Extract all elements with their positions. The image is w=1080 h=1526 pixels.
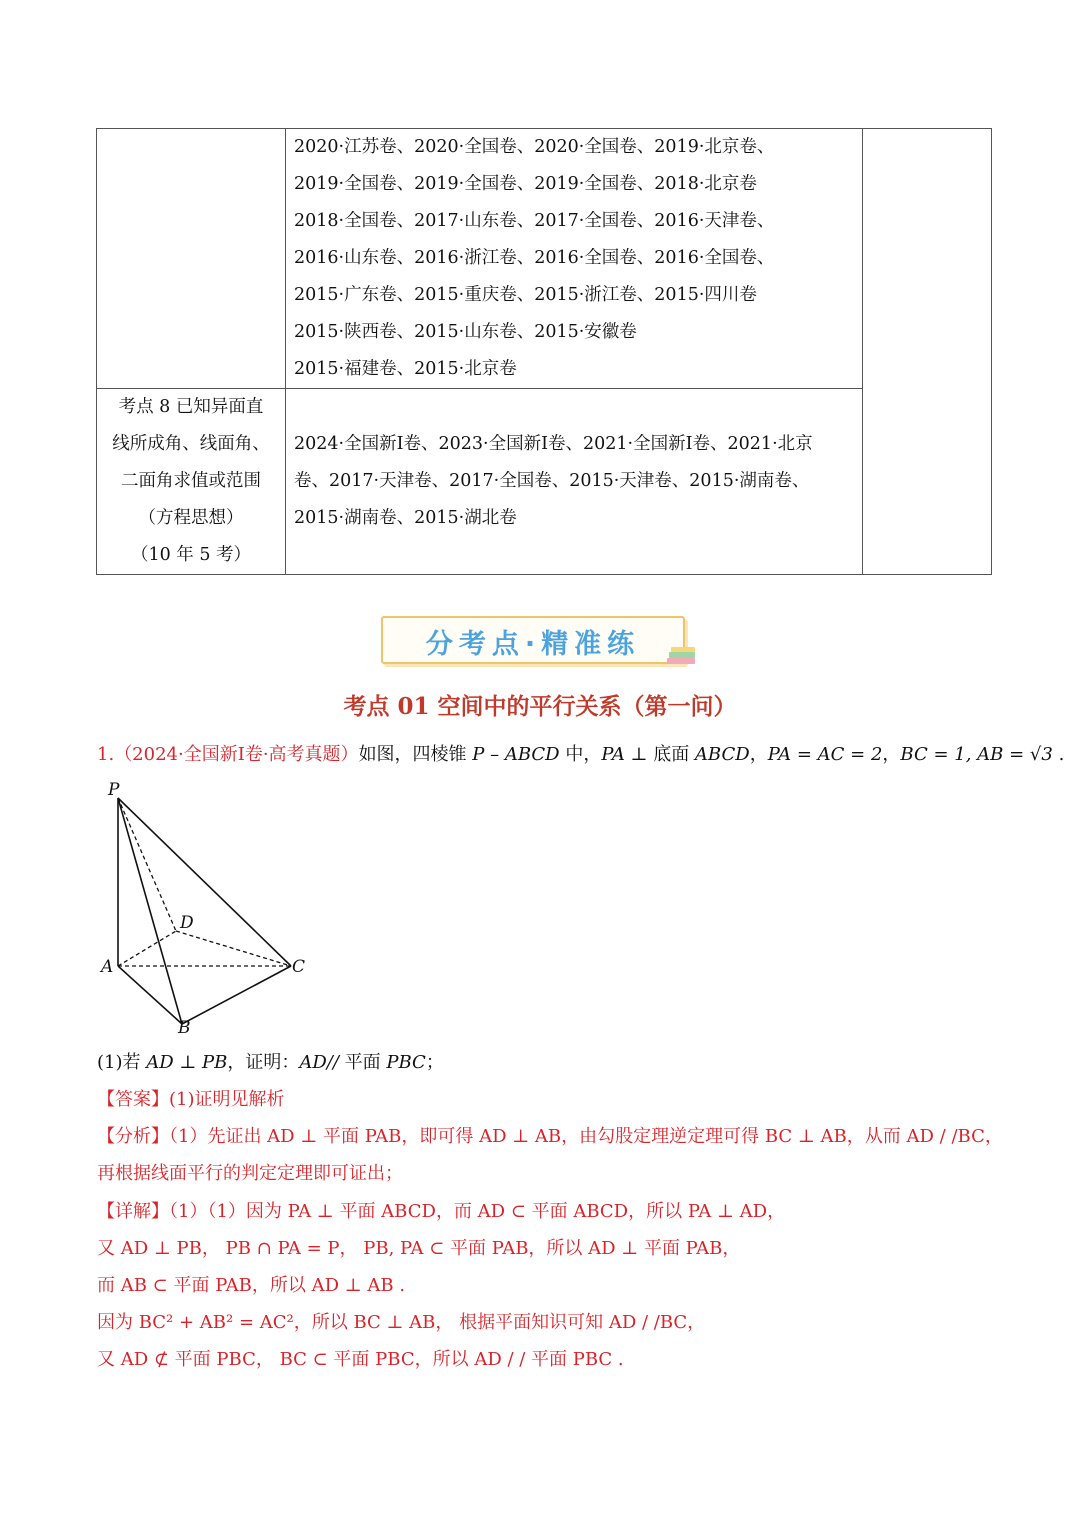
label-D: D: [180, 913, 194, 933]
topic-line: 考点 8 已知异面直: [118, 397, 264, 417]
part1-statement: [97, 1048, 444, 1074]
label-A: A: [101, 957, 114, 977]
stem-text: 底面: [647, 744, 695, 765]
analysis-text: 再根据线面平行的判定定理即可证出；: [97, 1163, 403, 1184]
detail-line: 又 AD ⊄ 平面 PBC， BC ⊂ 平面 PBC，所以 AD / / 平面 PBC .: [97, 1349, 624, 1370]
stem-text: 中，: [559, 744, 602, 765]
label-P: P: [108, 780, 120, 800]
section-banner: [381, 616, 685, 664]
detail-line: [97, 1197, 785, 1223]
topic-cell: [97, 129, 286, 389]
exam-line: 2016·山东卷、2016·浙江卷、2016·全国卷、2016·全国卷、: [294, 248, 775, 268]
question-stem: [97, 740, 1064, 766]
topic-line: 线所成角、线面角、: [112, 434, 270, 454]
stem-math: PA ⊥: [601, 744, 648, 765]
books-icon: [665, 644, 699, 668]
exam-line: 2015·陕西卷、2015·山东卷、2015·安徽卷: [294, 322, 637, 342]
exam-line: 卷、2017·天津卷、2017·全国卷、2015·天津卷、2015·湖南卷、: [294, 471, 810, 491]
table-row: [97, 389, 992, 575]
topic-line: 二面角求值或范围: [121, 471, 261, 491]
question-source: （2024·全国新Ⅰ卷·高考真题）: [114, 744, 359, 765]
section-title: 考点 01 空间中的平行关系（第一问）: [343, 693, 737, 720]
exam-line: 2020·江苏卷、2020·全国卷、2020·全国卷、2019·北京卷、: [294, 137, 775, 157]
analysis-tag: 【分析】: [97, 1126, 169, 1147]
pyramid-figure: [96, 776, 326, 1041]
analysis-line: [97, 1122, 1003, 1148]
part1-text: ，证明：: [227, 1052, 300, 1073]
stem-math: ABCD: [694, 744, 750, 765]
stem-text: ，: [749, 744, 768, 765]
answer-line: [97, 1085, 285, 1111]
exam-line: 2015·福建卷、2015·北京卷: [294, 359, 517, 379]
banner-text: 分考点·精准练: [425, 629, 641, 660]
exam-line: 2019·全国卷、2019·全国卷、2019·全国卷、2018·北京卷: [294, 174, 757, 194]
stem-math: PA = AC = 2: [767, 744, 883, 765]
stem-text: ，: [882, 744, 901, 765]
exam-line: 2015·湖南卷、2015·湖北卷: [294, 508, 517, 528]
exam-list-cell: [286, 389, 863, 575]
analysis-text: （1）先证出 AD ⊥ 平面 PAB，即可得 AD ⊥ AB，由勾股定理逆定理可得 BC ⊥ AB，从而 AD / /BC，: [169, 1126, 1003, 1147]
topic-line: （10 年 5 考）: [130, 545, 252, 565]
part1-conclusion: AD//: [299, 1052, 345, 1073]
analysis-line: [97, 1159, 403, 1185]
topic-cell: [97, 389, 286, 575]
answer-tag: 【答案】: [97, 1089, 169, 1110]
reference-table: [96, 128, 992, 575]
exam-line: 2018·全国卷、2017·山东卷、2017·全国卷、2016·天津卷、: [294, 211, 775, 231]
topic-line: （方程思想）: [138, 508, 244, 528]
detail-line: 而 AB ⊂ 平面 PAB，所以 AD ⊥ AB .: [97, 1275, 406, 1296]
label-B: B: [178, 1018, 191, 1038]
part1-plane: PBC: [386, 1052, 426, 1073]
notes-cell: [863, 129, 992, 575]
detail-tag: 【详解】: [97, 1201, 169, 1222]
part1-prefix: (1)若: [97, 1052, 147, 1073]
exam-list-cell: [286, 129, 863, 389]
answer-text: (1)证明见解析: [169, 1089, 285, 1110]
stem-math: BC = 1, AB = √3: [900, 744, 1053, 765]
table-row: [97, 129, 992, 389]
detail-text: （1）（1）因为 PA ⊥ 平面 ABCD，而 AD ⊂ 平面 ABCD，所以 PA ⊥ AD，: [169, 1201, 786, 1222]
exam-line: 2024·全国新Ⅰ卷、2023·全国新Ⅰ卷、2021·全国新Ⅰ卷、2021·北京: [294, 434, 813, 454]
part1-text: 平面: [344, 1052, 387, 1073]
exam-line: 2015·广东卷、2015·重庆卷、2015·浙江卷、2015·四川卷: [294, 285, 757, 305]
stem-text: .: [1052, 744, 1065, 765]
question-number: 1.: [97, 744, 115, 765]
stem-text: 如图，四棱锥: [358, 744, 473, 765]
part1-condition: AD ⊥ PB: [146, 1052, 228, 1073]
label-C: C: [292, 957, 306, 977]
stem-math: P – ABCD: [472, 744, 560, 765]
detail-line: 因为 BC² + AB² = AC²，所以 BC ⊥ AB， 根据平面知识可知 AD / /BC，: [97, 1312, 706, 1333]
detail-line: 又 AD ⊥ PB， PB ∩ PA = P， PB, PA ⊂ 平面 PAB，所以 AD ⊥ 平面 PAB，: [97, 1238, 741, 1259]
part1-text: ；: [425, 1052, 444, 1073]
